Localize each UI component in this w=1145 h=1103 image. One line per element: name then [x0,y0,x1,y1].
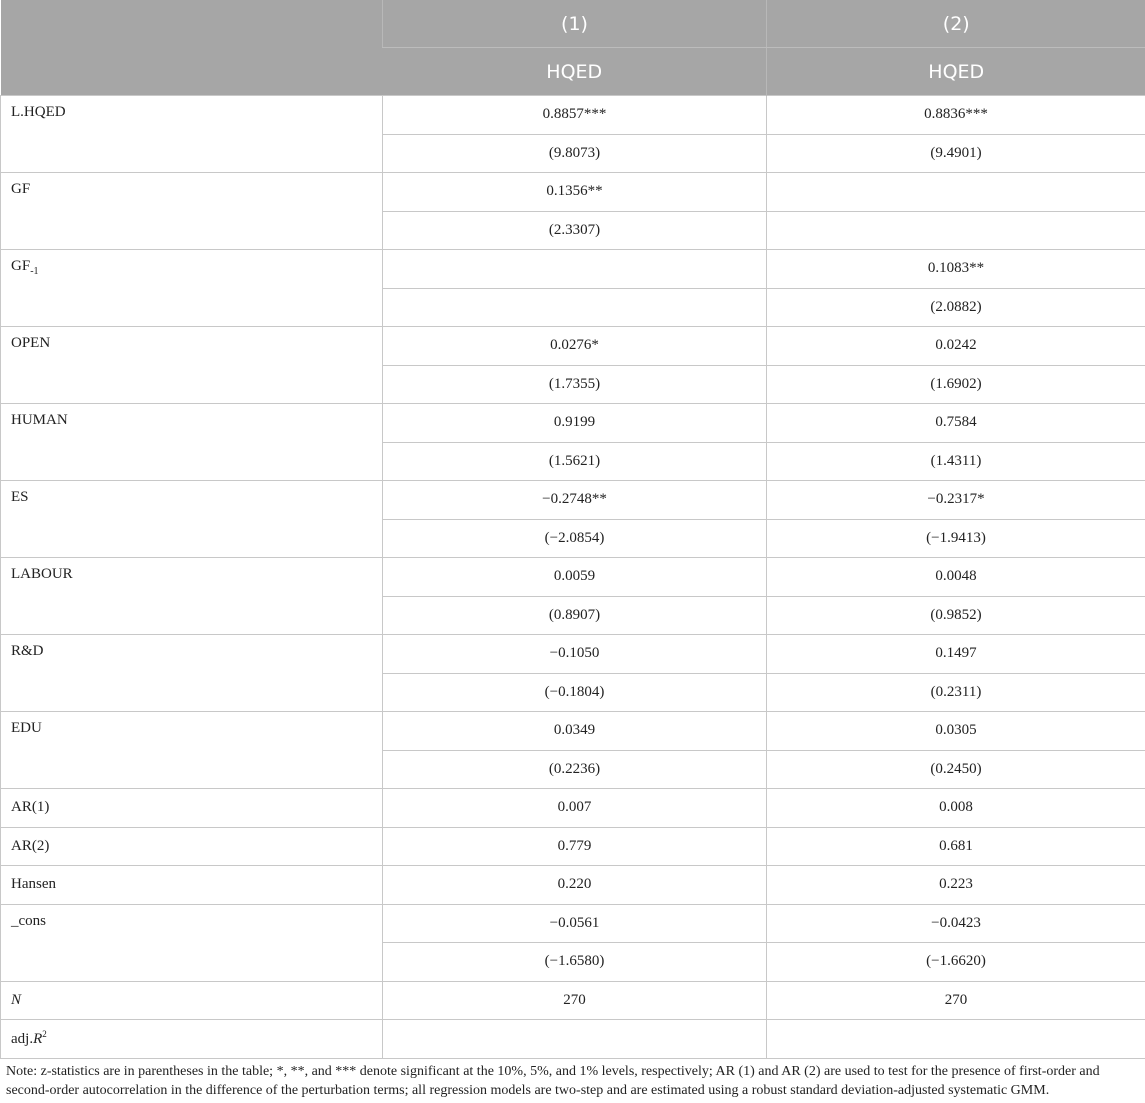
row-label-ar1: AR(1) [1,789,383,828]
n-italic-label: N [11,991,22,1008]
cell-stat: 270 [383,981,767,1020]
cell-coef: 0.8857*** [383,96,767,135]
column-1-variable: HQED [383,48,767,96]
cell-coef: −0.0561 [383,904,767,943]
cell-zstat: (1.7355) [383,365,767,404]
column-1-number: (1) [383,0,767,48]
row-label-adj-r2 [1,1020,383,1059]
row-label-human: HUMAN [1,404,383,481]
table-row [1,635,1145,674]
cell-zstat: (0.2311) [767,673,1145,712]
cell-zstat: (0.2236) [383,750,767,789]
row-label-cons: _cons [1,904,383,981]
cell-stat: 270 [767,981,1145,1020]
cell-zstat: (0.2450) [767,750,1145,789]
table-row [1,404,1145,443]
cell-coef [383,250,767,289]
table-row [1,712,1145,751]
cell-coef: 0.1497 [767,635,1145,674]
table-note: Note: z-statistics are in parentheses in the table; *, **, and *** denote significant at the 10%, 5%, and 1% levels, respectively; AR (1) and AR (2) are used to test for the presence of first-order and second-order autocorrelation in the difference of the perturbation terms; all regression models are two-step and are estimated using a robust standard deviation-adjusted systematic GMM. [6,1064,1100,1098]
cell-zstat: (9.8073) [383,134,767,173]
cell-zstat: (−0.1804) [383,673,767,712]
cell-zstat: (2.0882) [767,288,1145,327]
table-row [1,789,1145,828]
cell-zstat: (0.9852) [767,596,1145,635]
cell-coef: 0.9199 [383,404,767,443]
cell-coef: 0.0059 [383,558,767,597]
cell-zstat: (−1.6620) [767,943,1145,982]
cell-zstat: (−1.9413) [767,519,1145,558]
table-row [1,1020,1145,1059]
table-row [1,558,1145,597]
cell-coef: 0.0048 [767,558,1145,597]
cell-stat: 0.223 [767,866,1145,905]
table-row [1,173,1145,212]
cell-coef: 0.0349 [383,712,767,751]
column-2-number: (2) [767,0,1145,48]
cell-coef [767,173,1145,212]
cell-stat: 0.008 [767,789,1145,828]
cell-stat [767,1020,1145,1059]
cell-stat: 0.779 [383,827,767,866]
row-label-ar2: AR(2) [1,827,383,866]
cell-coef: −0.2317* [767,481,1145,520]
cell-zstat: (0.8907) [383,596,767,635]
cell-coef: −0.1050 [383,635,767,674]
table-row [1,481,1145,520]
table-header [1,0,1145,96]
row-label-open: OPEN [1,327,383,404]
r-italic: R [33,1031,43,1048]
table-row [1,327,1145,366]
cell-zstat: (1.6902) [767,365,1145,404]
cell-zstat [383,288,767,327]
header-blank-cell [1,0,383,96]
cell-zstat: (−1.6580) [383,943,767,982]
cell-zstat: (9.4901) [767,134,1145,173]
row-label-es: ES [1,481,383,558]
r-superscript: 2 [42,1029,47,1040]
cell-coef: −0.0423 [767,904,1145,943]
cell-zstat: (1.4311) [767,442,1145,481]
cell-zstat: (−2.0854) [383,519,767,558]
table-row [1,827,1145,866]
cell-zstat [767,211,1145,250]
column-2-variable: HQED [767,48,1145,96]
cell-coef: 0.1083** [767,250,1145,289]
adj-prefix: adj. [11,1031,34,1048]
cell-coef: 0.0305 [767,712,1145,751]
row-label-rd: R&D [1,635,383,712]
table-row [1,250,1145,289]
row-label-labour: LABOUR [1,558,383,635]
cell-coef: −0.2748** [383,481,767,520]
cell-coef: 0.0276* [383,327,767,366]
table-body [1,96,1145,1059]
table-row [1,96,1145,135]
cell-stat [383,1020,767,1059]
cell-coef: 0.0242 [767,327,1145,366]
cell-zstat: (2.3307) [383,211,767,250]
row-label-gf-lag [1,250,383,327]
table-row [1,981,1145,1020]
table-row [1,866,1145,905]
gf-lag-subscript: -1 [30,266,39,277]
row-label-lhqed: L.HQED [1,96,383,173]
row-label-edu: EDU [1,712,383,789]
cell-coef: 0.7584 [767,404,1145,443]
cell-stat: 0.007 [383,789,767,828]
cell-stat: 0.681 [767,827,1145,866]
row-label-n [1,981,383,1020]
cell-coef: 0.8836*** [767,96,1145,135]
row-label-gf: GF [1,173,383,250]
cell-zstat: (1.5621) [383,442,767,481]
row-label-hansen: Hansen [1,866,383,905]
gf-lag-base: GF [11,258,31,274]
cell-coef: 0.1356** [383,173,767,212]
table-row [1,904,1145,943]
cell-stat: 0.220 [383,866,767,905]
